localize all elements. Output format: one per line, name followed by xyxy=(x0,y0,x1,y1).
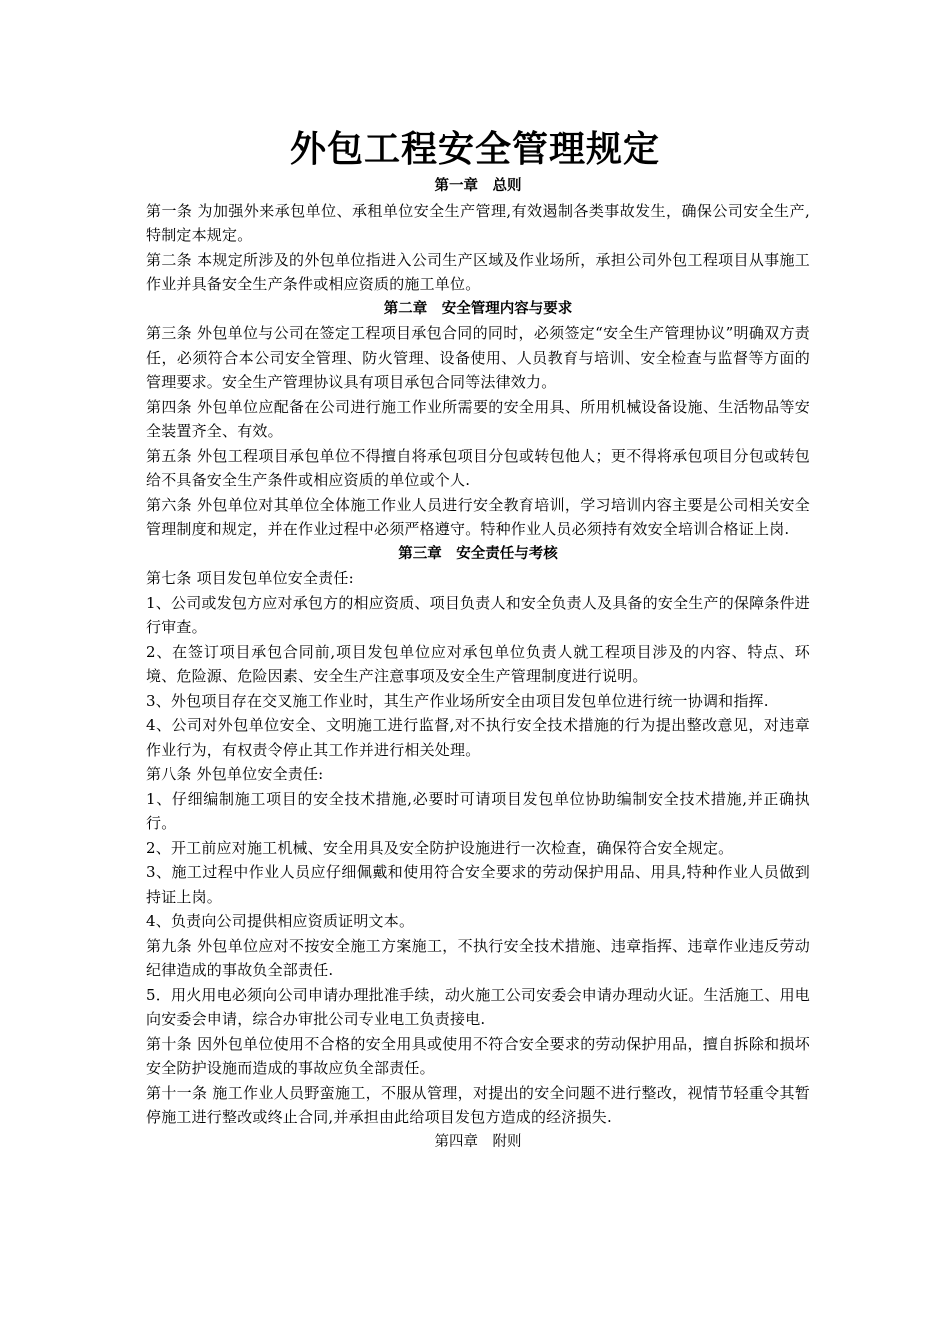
article-paragraph: 第一条 为加强外来承包单位、承租单位安全生产管理,有效遏制各类事故发生，确保公司安全生产,特制定本规定。 xyxy=(146,201,810,244)
list-item: 4、负责向公司提供相应资质证明文本。 xyxy=(146,912,415,930)
article-paragraph: 第十一条 施工作业人员野蛮施工，不服从管理，对提出的安全问题不进行整改，视情节轻重令其暂停施工进行整改或终止合同,并承担由此给项目发包方造成的经济损失. xyxy=(146,1083,810,1126)
list-item: 3、外包项目存在交叉施工作业时，其生产作业场所安全由项目发包单位进行统一协调和指挥. xyxy=(146,691,769,710)
document-body xyxy=(146,174,810,1154)
list-item: 2、开工前应对施工机械、安全用具及安全防护设施进行一次检查，确保符合安全规定。 xyxy=(146,838,734,857)
list-item: 2、在签订项目承包合同前,项目发包单位应对承包单位负责人就工程项目涉及的内容、特点、环境、危险源、危险因素、安全生产注意事项及安全生产管理制度进行说明。 xyxy=(146,642,810,685)
article-paragraph: 第二条 本规定所涉及的外包单位指进入公司生产区域及作业场所，承担公司外包工程项目从事施工作业并具备安全生产条件或相应资质的施工单位。 xyxy=(146,250,810,293)
article-paragraph: 第十条 因外包单位使用不合格的安全用具或使用不符合安全要求的劳动保护用品，擅自拆除和损坏安全防护设施而造成的事故应负全部责任。 xyxy=(146,1034,810,1077)
list-item: 4、公司对外包单位安全、文明施工进行监督,对不执行安全技术措施的行为提出整改意见，对违章作业行为，有权责令停止其工作并进行相关处理。 xyxy=(146,716,810,759)
chapter-heading: 第三章 安全责任与考核 xyxy=(398,545,558,562)
article-paragraph: 第四条 外包单位应配备在公司进行施工作业所需要的安全用具、所用机械设备设施、生活物品等安全装置齐全、有效。 xyxy=(146,397,810,440)
list-item: 1、公司或发包方应对承包方的相应资质、项目负责人和安全负责人及具备的安全生产的保障条件进行审查。 xyxy=(146,593,810,636)
document-title: 外包工程安全管理规定 xyxy=(289,129,660,170)
article-paragraph: 第九条 外包单位应对不按安全施工方案施工，不执行安全技术措施、违章指挥、违章作业违反劳动纪律造成的事故负全部责任. xyxy=(146,936,810,979)
chapter-heading: 第一章 总则 xyxy=(434,178,522,194)
article-paragraph: 第三条 外包单位与公司在签定工程项目承包合同的同时，必须签定“安全生产管理协议”明确双方责任，必须符合本公司安全管理、防火管理、设备使用、人员教育与培训、安全检查与监督等方面的管理要求。安全生产管理协议具有项目承包合同等法律效力。 xyxy=(146,324,810,391)
chapter-heading: 第四章 附则 xyxy=(434,1133,522,1150)
article-paragraph: 第六条 外包单位对其单位全体施工作业人员进行安全教育培训，学习培训内容主要是公司相关安全管理制度和规定，并在作业过程中必须严格遵守。特种作业人员必须持有效安全培训合格证上岗. xyxy=(146,495,810,538)
list-item: 1、仔细编制施工项目的安全技术措施,必要时可请项目发包单位协助编制安全技术措施,并正确执行。 xyxy=(146,789,810,832)
article-paragraph: 第八条 外包单位安全责任: xyxy=(146,765,324,783)
list-item: 3、施工过程中作业人员应仔细佩戴和使用符合安全要求的劳动保护用品、用具,特种作业人员做到持证上岗。 xyxy=(146,863,810,906)
article-paragraph: 第七条 项目发包单位安全责任: xyxy=(146,569,354,587)
article-paragraph: 第五条 外包工程项目承包单位不得擅自将承包项目分包或转包他人；更不得将承包项目分包或转包给不具备安全生产条件或相应资质的单位或个人. xyxy=(146,446,810,489)
list-item: 5．用火用电必须向公司申请办理批准手续，动火施工公司安委会申请办理动火证。生活施工、用电向安委会申请，综合办审批公司专业电工负责接电. xyxy=(146,985,810,1028)
chapter-heading: 第二章 安全管理内容与要求 xyxy=(383,300,573,317)
